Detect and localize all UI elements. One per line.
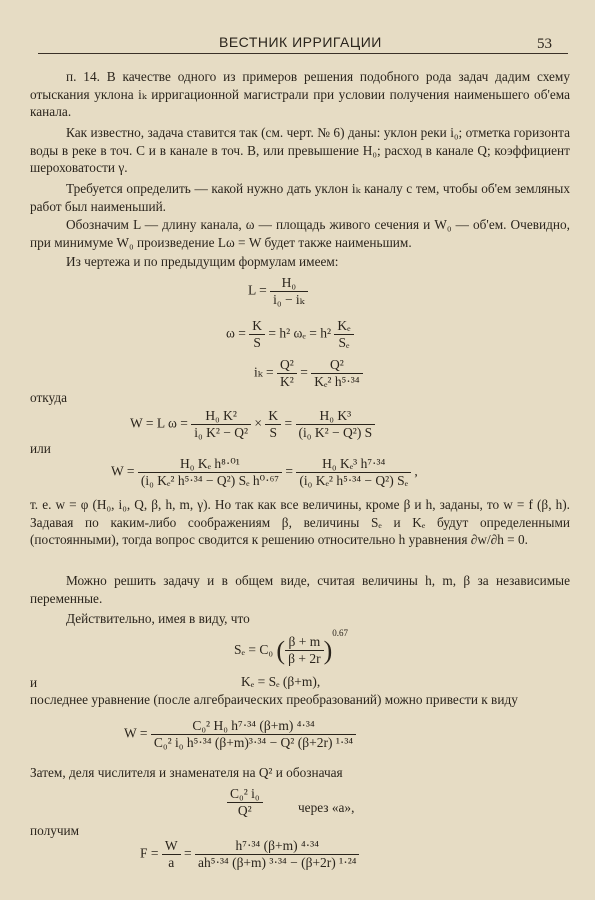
equation-volume: W = L ω = $\frac{\text{H₀ K²}}{\text{i₀ K² − Q²}}$ × $\frac{K}{S}$ = $\frac{\text{H₀ K³}}{\text{(i₀ K² − Q²) S}}$ bbox=[130, 408, 375, 441]
equation-a-definition: $\frac{\text{C₀² i₀}}{\text{Q²}}$ bbox=[227, 786, 263, 819]
paragraph-notation: Обозначим L — длину канала, ω — площадь живого сечения и W₀ — об'ем. Очевидно, при минимуме W₀ произведение Lω = W будет также наименьшим. bbox=[30, 217, 570, 250]
paragraph-dividing: Затем, деля числителя и знаменателя на Q² и обозначая bbox=[30, 765, 343, 780]
equation-volume-expanded: W = $\frac{\text{H₀ Kₑ h⁸·⁰¹}}{\text{(i₀ Kₑ² h⁵·³⁴ − Q²) Sₑ h⁰·⁶⁷}}$ = $\frac{\text{H₀ Kₑ³ h⁷·³⁴}}{\text{(i₀ Kₑ² h⁵·³⁴ − Q²) Sₑ}}$ , bbox=[111, 456, 418, 488]
label-through-a: через «а», bbox=[298, 800, 355, 815]
paragraph-requirement: Требуется определить — какой нужно дать уклон iₖ каналу с тем, чтобы об'ем земляных работ был наименьший. bbox=[30, 181, 570, 214]
label-otkuda: откуда bbox=[30, 390, 68, 405]
label-ili: или bbox=[30, 441, 51, 456]
paragraph-general-case: Можно решить задачу и в общем виде, считая величины h, m, β за независимые переменные. bbox=[30, 573, 570, 606]
equation-slope: iₖ = $\frac{\text{Q²}}{\text{K²}}$ = $\frac{\text{Q²}}{\text{Kₑ² h⁵·³⁴}}$ bbox=[254, 357, 363, 390]
journal-title: ВЕСТНИК ИРРИГАЦИИ bbox=[219, 34, 382, 50]
equation-area: ω = $\frac{K}{S}$ = h² ωₑ = h² $\frac{\text{Kₑ}}{\text{Sₑ}}$ bbox=[226, 318, 354, 351]
paragraph-indeed: Действительно, имея в виду, что bbox=[66, 611, 250, 626]
equation-volume-general: W = $\frac{\text{C₀² H₀ h⁷·³⁴ (β+m) ⁴·³⁴}}{\text{C₀² i₀ h⁵·³⁴ (β+m)³·³⁴ − Q² (β+2r) ¹·³⁴}}$ bbox=[124, 718, 356, 751]
label-poluchim: получим bbox=[30, 823, 80, 838]
page-number: 53 bbox=[537, 36, 552, 52]
equation-function-f: F = $\frac{W}{a}$ = $\frac{\text{h⁷·³⁴ (β+m) ⁴·³⁴}}{\text{ah⁵·³⁴ (β+m) ³·³⁴ − (β+2r) ¹·²⁴}}$ bbox=[140, 838, 359, 871]
paragraph-task-statement: Как известно, задача ставится так (см. черт. № 6) даны: уклон реки i₀; отметка горизонта воды в реке в точ. С и в канале в точ. В, или превышение H₀; расход в канале Q; коэффициент шероховатости γ. bbox=[30, 125, 570, 176]
label-i: и bbox=[30, 675, 38, 690]
header-rule bbox=[38, 53, 568, 54]
equation-length: L = $\frac{\text{H₀}}{\text{i₀ − iₖ}}$ bbox=[248, 275, 308, 308]
equation-s-e: Sₑ = C₀ ( $\frac{\beta + m}{\beta + 2r}$ )$^{0.67}$ bbox=[234, 628, 348, 667]
running-header bbox=[0, 28, 595, 58]
paragraph-function-of-beta-h: т. е. w = φ (H₀, i₀, Q, β, h, m, γ). Но так как все величины, кроме β и h, заданы, то w = f (β, h). Задавая по каким-либо соображениям β, величины Sₑ и Kₑ будут определенными (постоянными), тогда вопрос сводится к решению относительно h уравнения ∂w/∂h = 0. bbox=[30, 497, 570, 548]
paragraph-last-equation: последнее уравнение (после алгебраических преобразований) можно привести к виду bbox=[30, 692, 518, 707]
equation-k-e: Kₑ = Sₑ (β+m), bbox=[241, 674, 321, 689]
paragraph-section-14: п. 14. В качестве одного из примеров решения подобного рода задач дадим схему отыскания уклона iₖ ирригационной магистрали при условии получения наименьшего об'ема канала. bbox=[30, 69, 570, 120]
paragraph-from-drawing: Из чертежа и по предыдущим формулам имеем: bbox=[66, 254, 339, 269]
